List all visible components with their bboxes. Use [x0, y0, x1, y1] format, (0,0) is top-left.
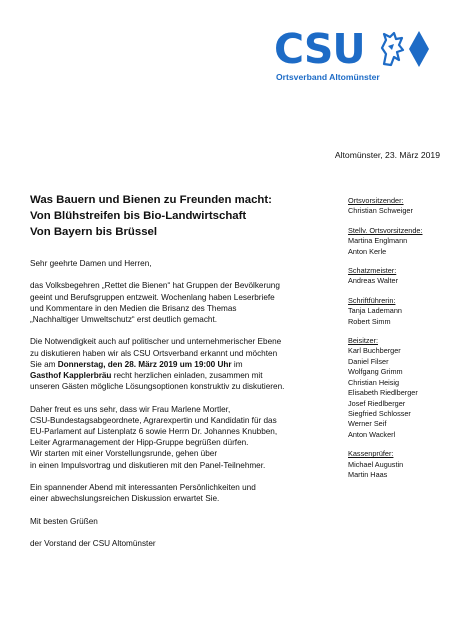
- board-member-name: Martin Haas: [348, 469, 388, 479]
- signature-text: der Vorstand der CSU Altomünster: [30, 538, 156, 548]
- lion-icon: [378, 30, 406, 68]
- paragraph-evening: [30, 482, 330, 504]
- logo-subtitle: Ortsverband Altomünster: [276, 72, 380, 82]
- board-group: [348, 336, 458, 440]
- closing: [30, 516, 330, 527]
- board-members-sidebar: [348, 196, 458, 489]
- salutation: [30, 258, 330, 269]
- letter-title: [30, 192, 320, 240]
- board-group: [348, 266, 458, 287]
- board-member-name: Christian Schweiger: [348, 206, 413, 216]
- paragraph-line: „Nachhaltiger Umweltschutz“ erst deutlich gemacht.: [30, 315, 218, 324]
- paragraph-line: Leiter Agrarmanagement der Hipp-Gruppe begrüßen dürfen.: [30, 438, 249, 448]
- board-group: [348, 449, 458, 480]
- paragraph-line: geeint und Berufsgruppen entzweit. Wochenlang haben Leserbriefe: [30, 292, 275, 302]
- board-member-name: Werner Seif: [348, 419, 387, 429]
- event-venue: Gasthof Kapplerbräu: [30, 371, 112, 380]
- title-line: Was Bauern und Bienen zu Freunden macht:: [30, 194, 272, 206]
- paragraph-line: in einen Impulsvortrag und diskutieren mit den Panel-Teilnehmer.: [30, 460, 266, 470]
- text-run: im: [231, 359, 243, 369]
- board-role-title: Beisitzer:: [348, 336, 379, 346]
- board-member-name: Karl Buchberger: [348, 346, 401, 356]
- paragraph-line: EU-Parlament auf Listenplatz 6 sowie Herrn Dr. Johannes Knubben,: [30, 427, 278, 436]
- title-line: Von Blühstreifen bis Bio-Landwirtschaft: [30, 210, 247, 222]
- paragraph-line: CSU-Bundestagsabgeordnete, Agrarexpertin und Kandidatin für das: [30, 415, 277, 425]
- board-member-name: Michael Augustin: [348, 459, 404, 469]
- letter-date: Altomünster, 23. März 2019: [334, 150, 440, 160]
- paragraph-line: und Kommentare in den Medien die Brisanz des Themas: [30, 303, 237, 313]
- board-member-name: Robert Simm: [348, 316, 391, 326]
- text-run: recht herzlichen einladen, zusammen mit: [111, 371, 263, 380]
- paragraph-speakers: [30, 404, 330, 471]
- title-line: Von Bayern bis Brüssel: [30, 226, 158, 238]
- board-role-title: Schriftführerin:: [348, 295, 396, 305]
- paragraph-line: Daher freut es uns sehr, dass wir Frau Marlene Mortler,: [30, 404, 231, 414]
- logo-wordmark: CSU: [274, 25, 365, 73]
- board-group: [348, 296, 458, 327]
- event-datetime: Donnerstag, den 28. März 2019 um 19:00 Uhr: [57, 359, 232, 369]
- board-member-name: Andreas Walter: [348, 276, 399, 286]
- board-group: [348, 226, 458, 257]
- paragraph-line: das Volksbegehren „Rettet die Bienen“ hat Gruppen der Bevölkerung: [30, 281, 280, 291]
- letter-body: [30, 258, 330, 560]
- board-group: [348, 196, 458, 217]
- board-member-name: Anton Wackerl: [348, 429, 396, 439]
- board-member-name: Siegfried Schlosser: [348, 408, 411, 418]
- paragraph-line: einer abwechslungsreichen Diskussion erwartet Sie.: [30, 494, 220, 504]
- paragraph-line: Die Notwendigkeit auch auf politischer und unternehmerischer Ebene: [30, 337, 282, 347]
- paragraph-invitation: [30, 336, 330, 392]
- diamond-icon: [408, 30, 430, 68]
- board-member-name: Anton Kerle: [348, 246, 387, 256]
- board-member-name: Martina Englmann: [348, 236, 408, 246]
- board-role-title: Kassenprüfer:: [348, 449, 394, 459]
- paragraph-line: [30, 370, 330, 381]
- paragraph-line: Ein spannender Abend mit interessanten Persönlichkeiten und: [30, 483, 256, 492]
- board-role-title: Schatzmeister:: [348, 266, 397, 276]
- paragraph-line: zu diskutieren haben wir als CSU Ortsverband erkannt und möchten: [30, 348, 278, 358]
- board-member-name: Christian Heisig: [348, 377, 400, 387]
- board-member-name: Josef Riedlberger: [348, 398, 406, 408]
- signature: [30, 538, 330, 549]
- paragraph-line: unseren Gästen mögliche Lösungsoptionen konstruktiv zu diskutieren.: [30, 382, 285, 392]
- board-member-name: Elisabeth Riedlberger: [348, 388, 418, 398]
- salutation-text: Sehr geehrte Damen und Herren,: [30, 259, 152, 268]
- board-role-title: Stellv. Ortsvorsitzende:: [348, 225, 423, 235]
- board-role-title: Ortsvorsitzender:: [348, 196, 404, 205]
- closing-text: Mit besten Grüßen: [30, 516, 98, 526]
- paragraph-volksbegehren: [30, 280, 330, 325]
- paragraph-line: Wir starten mit einer Vorstellungsrunde, gehen über: [30, 449, 218, 459]
- board-member-name: Wolfgang Grimm: [348, 367, 403, 377]
- board-member-name: Tanja Lademann: [348, 306, 402, 316]
- paragraph-line: [30, 359, 330, 370]
- board-member-name: Daniel Filser: [348, 356, 389, 366]
- csu-logo: [274, 26, 446, 86]
- text-run: Sie am: [30, 359, 58, 369]
